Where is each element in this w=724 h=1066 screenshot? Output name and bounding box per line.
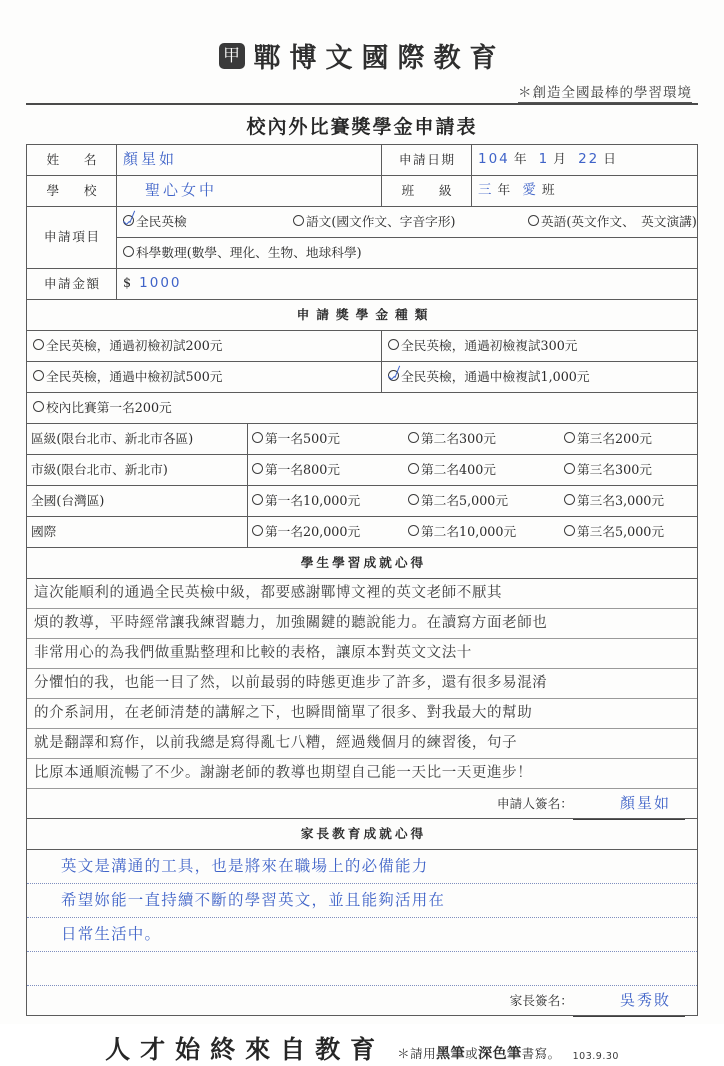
footer-note <box>397 1043 561 1066</box>
student-signature-value: 顏星如 <box>573 789 685 820</box>
row-apply-items-2 <box>27 238 698 269</box>
note-bold-dark-pen: 深色筆 <box>478 1046 522 1062</box>
student-essay-title: 學生學習成就心得 <box>27 548 698 579</box>
radio-icon[interactable] <box>252 432 263 443</box>
scholarship-section-title: 申請獎學金種類 <box>27 300 698 331</box>
parent-signature-row[interactable] <box>27 986 697 1015</box>
prize-label: 第二名5,000元 <box>421 492 509 508</box>
radio-icon[interactable] <box>408 432 419 443</box>
revision-date: 103.9.30 <box>572 1051 619 1062</box>
level-name: 國際 <box>27 517 248 547</box>
radio-icon[interactable] <box>564 525 575 536</box>
header-divider <box>26 103 698 105</box>
prize-option[interactable] <box>248 424 405 454</box>
row-student-essay-header <box>27 548 698 579</box>
parent-line: 英文是溝通的工具，也是將來在職場上的必備能力 <box>27 850 697 884</box>
apply-option-english[interactable] <box>528 210 697 234</box>
tagline-row <box>26 81 698 101</box>
name-label: 姓 名 <box>27 145 117 176</box>
essay-line: 的介系詞用，在老師清楚的講解之下，也瞬間簡單了很多、對我最大的幫助 <box>27 699 697 729</box>
radio-icon[interactable] <box>564 432 575 443</box>
essay-line: 這次能順利的通過全民英檢中級，都要感謝鄲博文裡的英文老師不厭其 <box>27 579 697 609</box>
radio-checked-icon[interactable] <box>123 215 134 226</box>
apply-option-label: 科學數理(數學、理化、生物、地球科學) <box>136 244 362 260</box>
apply-option-label: 英語(英文作文、 英文演講) <box>541 213 697 229</box>
row-apply-items-1 <box>27 207 698 238</box>
prize-label: 第二名300元 <box>421 430 496 446</box>
row-school-class <box>27 176 698 207</box>
prize-label: 第三名300元 <box>577 461 652 477</box>
row-scholarship-pair-2 <box>27 362 698 393</box>
row-level-district <box>27 424 698 455</box>
note-suffix: 書寫。 <box>521 1046 561 1061</box>
radio-icon[interactable] <box>123 246 134 257</box>
form-table-wrap <box>0 144 724 1016</box>
class-name-unit: 班 <box>541 182 555 198</box>
date-year-value: 104 <box>478 151 510 168</box>
row-parent-essay-header <box>27 819 698 850</box>
brand-tagline: ＊創造全國最棒的學習環境 <box>518 85 692 101</box>
radio-icon[interactable] <box>408 525 419 536</box>
page-title: 校內外比賽獎學金申請表 <box>246 116 478 138</box>
parent-essay-body[interactable] <box>27 850 698 1016</box>
apply-option-label: 全民英檢 <box>136 213 187 229</box>
radio-icon[interactable] <box>564 463 575 474</box>
radio-icon[interactable] <box>33 370 44 381</box>
note-mid: 或 <box>465 1046 479 1061</box>
application-form-table <box>26 144 698 1016</box>
parent-line-empty <box>27 952 697 986</box>
radio-icon[interactable] <box>252 494 263 505</box>
school-label: 學 校 <box>27 176 117 207</box>
scholarship-option-label: 全民英檢，通過中檢複試1,000元 <box>401 368 590 384</box>
brand-row <box>26 36 698 75</box>
apply-option-english-test[interactable] <box>123 210 293 234</box>
brand-name: 鄲博文國際教育 <box>253 43 506 74</box>
apply-option-science[interactable] <box>117 238 698 269</box>
scholarship-option[interactable] <box>27 331 382 362</box>
prize-option[interactable] <box>248 455 405 485</box>
prize-label: 第三名200元 <box>577 430 652 446</box>
class-grade-value: 三 <box>478 182 494 199</box>
amount-value: 1000 <box>139 275 182 292</box>
level-name: 市級(限台北市、新北市) <box>27 455 248 485</box>
note-bold-black-pen: 黑筆 <box>436 1046 466 1062</box>
essay-line: 比原本通順流暢了不少。謝謝老師的教導也期望自己能一天比一天更進步！ <box>27 759 697 789</box>
class-name-value: 愛 <box>522 182 538 199</box>
apply-items-row-1 <box>117 207 698 238</box>
row-level-city <box>27 455 698 486</box>
date-label: 申請日期 <box>382 145 472 176</box>
scholarship-option-label: 全民英檢，通過中檢初試500元 <box>46 368 223 384</box>
prize-label: 第一名20,000元 <box>265 523 361 539</box>
level-name: 區級(限台北市、新北市各區) <box>27 424 248 454</box>
document-header <box>0 0 724 139</box>
date-year-unit: 年 <box>513 151 527 167</box>
name-field[interactable] <box>117 145 382 176</box>
row-name-date <box>27 145 698 176</box>
parent-signature-value: 吳秀敗 <box>573 986 685 1017</box>
school-field[interactable] <box>117 176 382 207</box>
prize-option[interactable] <box>404 517 560 547</box>
row-scholarship-header <box>27 300 698 331</box>
class-label: 班 級 <box>382 176 472 207</box>
row-scholarship-pair-1 <box>27 331 698 362</box>
radio-icon[interactable] <box>408 494 419 505</box>
prize-label: 第二名10,000元 <box>421 523 517 539</box>
student-signature-row[interactable] <box>27 789 697 818</box>
prize-option[interactable] <box>560 517 697 547</box>
scholarship-option-selected[interactable] <box>382 362 698 393</box>
prize-label: 第一名800元 <box>265 461 340 477</box>
date-month-value: 1 <box>538 151 550 168</box>
apply-item-label: 申請項目 <box>27 207 117 269</box>
name-value: 顏星如 <box>123 150 178 169</box>
scholarship-option[interactable] <box>27 362 382 393</box>
essay-line: 煩的教導，平時經常讓我練習聽力，加強關鍵的聽說能力。在讀寫方面老師也 <box>27 609 697 639</box>
scholarship-option-label: 全民英檢，通過初檢複試300元 <box>401 337 578 353</box>
radio-icon[interactable] <box>408 463 419 474</box>
student-signature-label: 申請人簽名： <box>496 796 573 811</box>
prize-option[interactable] <box>560 455 697 485</box>
currency-symbol: $ <box>123 275 132 291</box>
prize-option[interactable] <box>404 455 560 485</box>
prize-option[interactable] <box>248 517 405 547</box>
amount-field[interactable] <box>117 269 698 300</box>
radio-icon[interactable] <box>33 401 44 412</box>
date-day-value: 22 <box>578 151 600 168</box>
scholarship-option[interactable] <box>382 331 698 362</box>
radio-checked-icon[interactable] <box>388 370 399 381</box>
student-essay-body[interactable] <box>27 579 698 819</box>
parent-line: 希望妳能一直持續不斷的學習英文，並且能夠活用在 <box>27 884 697 918</box>
prize-label: 第三名5,000元 <box>577 523 665 539</box>
parent-essay-title: 家長教育成就心得 <box>27 819 698 850</box>
essay-line: 就是翻譯和寫作，以前我總是寫得亂七八糟，經過幾個月的練習後，句子 <box>27 729 697 759</box>
parent-signature-label: 家長簽名： <box>509 993 573 1008</box>
date-field[interactable] <box>472 145 698 176</box>
scholarship-option-label: 全民英檢，通過初檢初試200元 <box>46 337 223 353</box>
prize-label: 第一名500元 <box>265 430 340 446</box>
level-name: 全國(台灣區) <box>27 486 248 516</box>
class-field[interactable] <box>472 176 698 207</box>
prize-label: 第三名3,000元 <box>577 492 665 508</box>
company-logo-icon: 甲 <box>219 43 245 69</box>
radio-icon[interactable] <box>564 494 575 505</box>
apply-option-chinese[interactable] <box>293 210 528 234</box>
prize-option[interactable] <box>248 486 405 516</box>
note-prefix: ＊請用 <box>397 1046 437 1061</box>
radio-icon[interactable] <box>33 339 44 350</box>
radio-icon[interactable] <box>252 463 263 474</box>
prize-label: 第一名10,000元 <box>265 492 361 508</box>
apply-option-label: 語文(國文作文、字音字形) <box>306 213 456 229</box>
row-amount <box>27 269 698 300</box>
class-grade-unit: 年 <box>497 182 511 198</box>
prize-option[interactable] <box>404 424 560 454</box>
radio-icon[interactable] <box>388 339 399 350</box>
prize-option[interactable] <box>404 486 560 516</box>
essay-line: 非常用心的為我們做重點整理和比較的表格，讓原本對英文文法十 <box>27 639 697 669</box>
date-day-unit: 日 <box>603 151 616 167</box>
amount-label: 申請金額 <box>27 269 117 300</box>
scholarship-option[interactable] <box>27 393 698 424</box>
row-parent-essay-body <box>27 850 698 1016</box>
scholarship-option-label: 校內比賽第一名200元 <box>46 399 172 415</box>
radio-icon[interactable] <box>293 215 304 226</box>
radio-icon[interactable] <box>252 525 263 536</box>
row-level-international <box>27 517 698 548</box>
school-value: 聖心女中 <box>145 181 218 200</box>
essay-line: 分懼怕的我，也能一目了然，以前最弱的時態更進步了許多，還有很多易混淆 <box>27 669 697 699</box>
row-student-essay-body <box>27 579 698 819</box>
prize-label: 第二名400元 <box>421 461 496 477</box>
row-level-national <box>27 486 698 517</box>
prize-option[interactable] <box>560 424 697 454</box>
parent-line: 日常生活中。 <box>27 918 697 952</box>
prize-option[interactable] <box>560 486 697 516</box>
row-scholarship-single <box>27 393 698 424</box>
footer-slogan: 人才始終來自教育 <box>105 1035 386 1064</box>
radio-icon[interactable] <box>528 215 539 226</box>
date-month-unit: 月 <box>553 151 566 167</box>
